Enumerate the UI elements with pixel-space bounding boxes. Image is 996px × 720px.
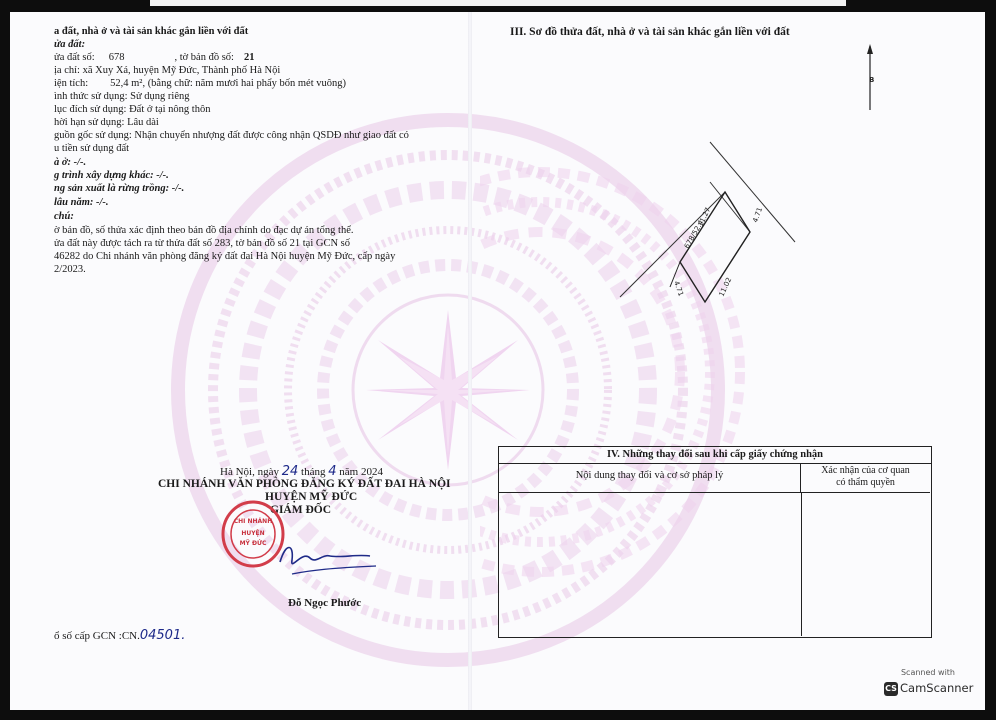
changes-table-divider — [801, 493, 802, 636]
certificate-page — [10, 12, 985, 710]
north-arrow-icon — [860, 42, 880, 112]
camscanner-watermark — [878, 668, 978, 704]
parcel-diagram — [610, 137, 820, 317]
parcel-number-row: ửa đất số: 678 , tờ bản đồ số: 21 — [54, 52, 255, 63]
forest: ng sản xuất là rừng trồng: -/-. — [54, 183, 185, 194]
signer-name: Đỗ Ngọc Phước — [288, 597, 362, 609]
day-handwritten: 24 — [281, 464, 299, 479]
agency-line-1: CHI NHÁNH VĂN PHÒNG ĐĂNG KÝ ĐẤT ĐAI HÀ NỘI — [158, 478, 451, 490]
gcn-number: ổ số cấp GCN :CN.04501. — [54, 628, 186, 643]
svg-text:MỸ ĐỨC: MỸ ĐỨC — [239, 540, 267, 547]
signing-date: Hà Nội, ngày 24 tháng 4 năm 2024 — [220, 464, 383, 479]
svg-text:CHI NHÁNH: CHI NHÁNH — [233, 518, 273, 525]
signature — [272, 532, 392, 582]
perennial: lâu năm: -/-. — [54, 197, 109, 208]
parcel-label: 678/52.4 — [682, 218, 706, 250]
camscanner-logo-icon: CS — [884, 682, 898, 696]
signer-title: GIÁM ĐỐC — [270, 504, 332, 516]
other-construction: g trình xây dựng khác: -/-. — [54, 170, 169, 181]
month-handwritten: 4 — [328, 464, 337, 479]
origin-line-1: guồn gốc sử dụng: Nhận chuyển nhượng đất được công nhận QSDĐ như giao đất có — [54, 130, 409, 141]
agency-line-2: HUYỆN MỸ ĐỨC — [265, 491, 358, 503]
svg-text:B: B — [869, 76, 875, 84]
dim-left: 4.71 — [672, 279, 685, 298]
note-label: chú: — [54, 211, 74, 222]
note-line-1: ờ bản đồ, số thửa xác định theo bản đồ địa chính do đạc dự án tổng thể. — [54, 225, 354, 236]
gcn-handwritten-number: 04501 — [139, 628, 182, 643]
dim-top: 11.27 — [696, 206, 713, 228]
left-subheading: ửa đất: — [54, 39, 86, 50]
camscanner-name: CamScanner — [900, 681, 974, 695]
dim-bottom: 11.02 — [717, 276, 734, 298]
dim-right: 4.71 — [751, 206, 765, 224]
note-line-2: ửa đất này được tách ra từ thửa đất số 283, tờ bản đồ số 21 tại GCN số — [54, 238, 351, 249]
origin-line-2: u tiền sử dụng đất — [54, 143, 130, 154]
note-line-3: 46282 do Chi nhánh văn phòng đăng ký đất đai Hà Nội huyện Mỹ Đức, cấp ngày — [54, 251, 396, 262]
left-heading: a đất, nhà ở và tài sản khác gắn liền với đất — [54, 26, 249, 37]
use-form: ình thức sử dụng: Sử dụng riêng — [54, 91, 190, 102]
use-term: hời hạn sử dụng: Lâu dài — [54, 117, 159, 128]
page-fold — [468, 12, 472, 710]
changes-table-col-confirm: Xác nhận của cơ quan có thẩm quyền — [801, 463, 930, 493]
address: ịa chỉ: xã Xuy Xá, huyện Mỹ Đức, Thành phố Hà Nội — [54, 65, 281, 76]
area-row: iện tích: 52,4 m², (bằng chữ: năm mươi hai phẩy bốn mét vuông) — [54, 78, 347, 89]
section-3-title: III. Sơ đồ thửa đất, nhà ở và tài sản khác gắn liền với đất — [510, 26, 790, 38]
note-line-4: 2/2023. — [54, 264, 86, 275]
house: à ở: -/-. — [54, 157, 87, 168]
use-purpose: lục đích sử dụng: Đất ở tại nông thôn — [54, 104, 211, 115]
changes-table-title: IV. Những thay đổi sau khi cấp giấy chứng nhận — [499, 447, 931, 464]
svg-text:HUYỆN: HUYỆN — [241, 530, 265, 537]
changes-table-col-content: Nội dung thay đổi và cơ sở pháp lý — [499, 463, 801, 493]
changes-table — [498, 446, 932, 638]
scanned-with-label: Scanned with — [900, 668, 956, 677]
top-bar — [150, 0, 846, 6]
